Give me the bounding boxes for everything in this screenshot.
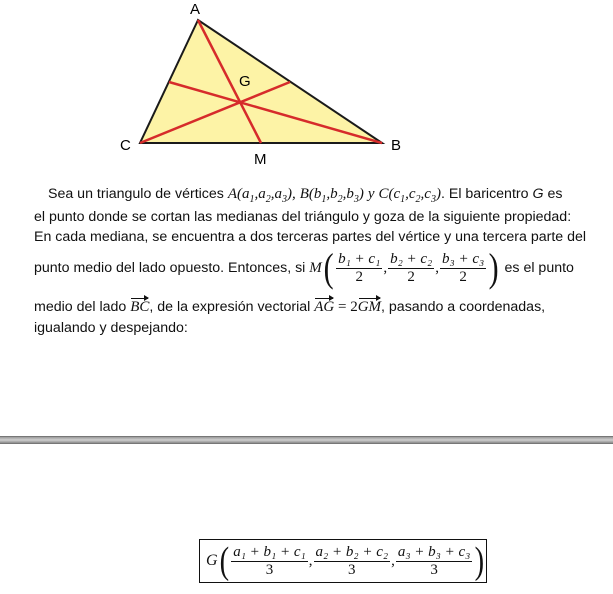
g-fraction-1: $\frac{\text{a₁ + b₁ + c₁}}{3}$ xyxy=(233,543,306,578)
g-fraction-3: $\frac{\text{a₃ + b₃ + c₃}}{3}$ xyxy=(397,543,471,578)
vertex-b-expr: $B(b_1,b_2,b_3)$ xyxy=(299,186,364,205)
midpoint-label: M xyxy=(254,151,267,168)
m-fraction-3: $\frac{\text{b₃ + c₃}}{2}$ xyxy=(442,250,485,285)
vertex-a-expr: $A(a_1,a_2,a_3)$, xyxy=(227,186,296,205)
centroid-formula-box: G ( $\frac{\text{a₁ + b₁ + c₁}}{3}$ , $\frac{\text{a₂ + b₂ + c₂}}{3}$ , $\frac{\text{a₃ + b₃ + c₃}}{3}$ ) xyxy=(199,539,487,583)
vector-ag: AG xyxy=(314,299,335,315)
vertex-label-c: C xyxy=(120,137,131,154)
paragraph-line-1: Sea un triangulo de vértices $A(a_1,a_2,a_3)$, $B(b_1,b_2,b_3)$ y $C(c_1,c_2,c_3)$. El baricentro G es xyxy=(48,186,563,205)
paragraph-line-3: En cada mediana, se encuentra a dos terceras partes del vértice y una tercera parte del xyxy=(34,229,587,245)
vector-bc: BC xyxy=(130,299,150,315)
centroid-label: G xyxy=(239,73,251,90)
paragraph-line-6: igualando y despejando: xyxy=(34,320,188,336)
vertex-c-expr: $C(c_1,c_2,c_3)$ xyxy=(378,186,441,205)
triangle-figure xyxy=(0,0,613,180)
paragraph-line-5: medio del lado BC, de la expresión vectorial AG = 2GM, pasando a coordenadas, xyxy=(34,299,546,315)
vector-gm: GM xyxy=(357,299,382,315)
m-fraction-1: $\frac{\text{b₁ + c₁}}{2}$ xyxy=(338,250,381,285)
vertex-label-a: A xyxy=(190,1,201,18)
g-fraction-2: $\frac{\text{a₂ + b₂ + c₂}}{3}$ xyxy=(315,543,389,578)
vertex-label-b: B xyxy=(391,137,402,154)
m-fraction-2: $\frac{\text{b₂ + c₂}}{2}$ xyxy=(390,250,433,285)
paragraph-line-4: punto medio del lado opuesto. Entonces, si M ( $\frac{\text{b₁ + c₁}}{2}$ , $\frac{\text{b₂ + c₂}}{2}$ , $\frac{\text{b₃ + c₃}}{2}$ ) es el punto xyxy=(34,245,574,290)
triangle-fill xyxy=(140,20,382,143)
page-divider xyxy=(0,436,613,444)
paragraph-line-2: el punto donde se cortan las medianas del triángulo y goza de la siguiente propiedad: xyxy=(34,209,572,225)
